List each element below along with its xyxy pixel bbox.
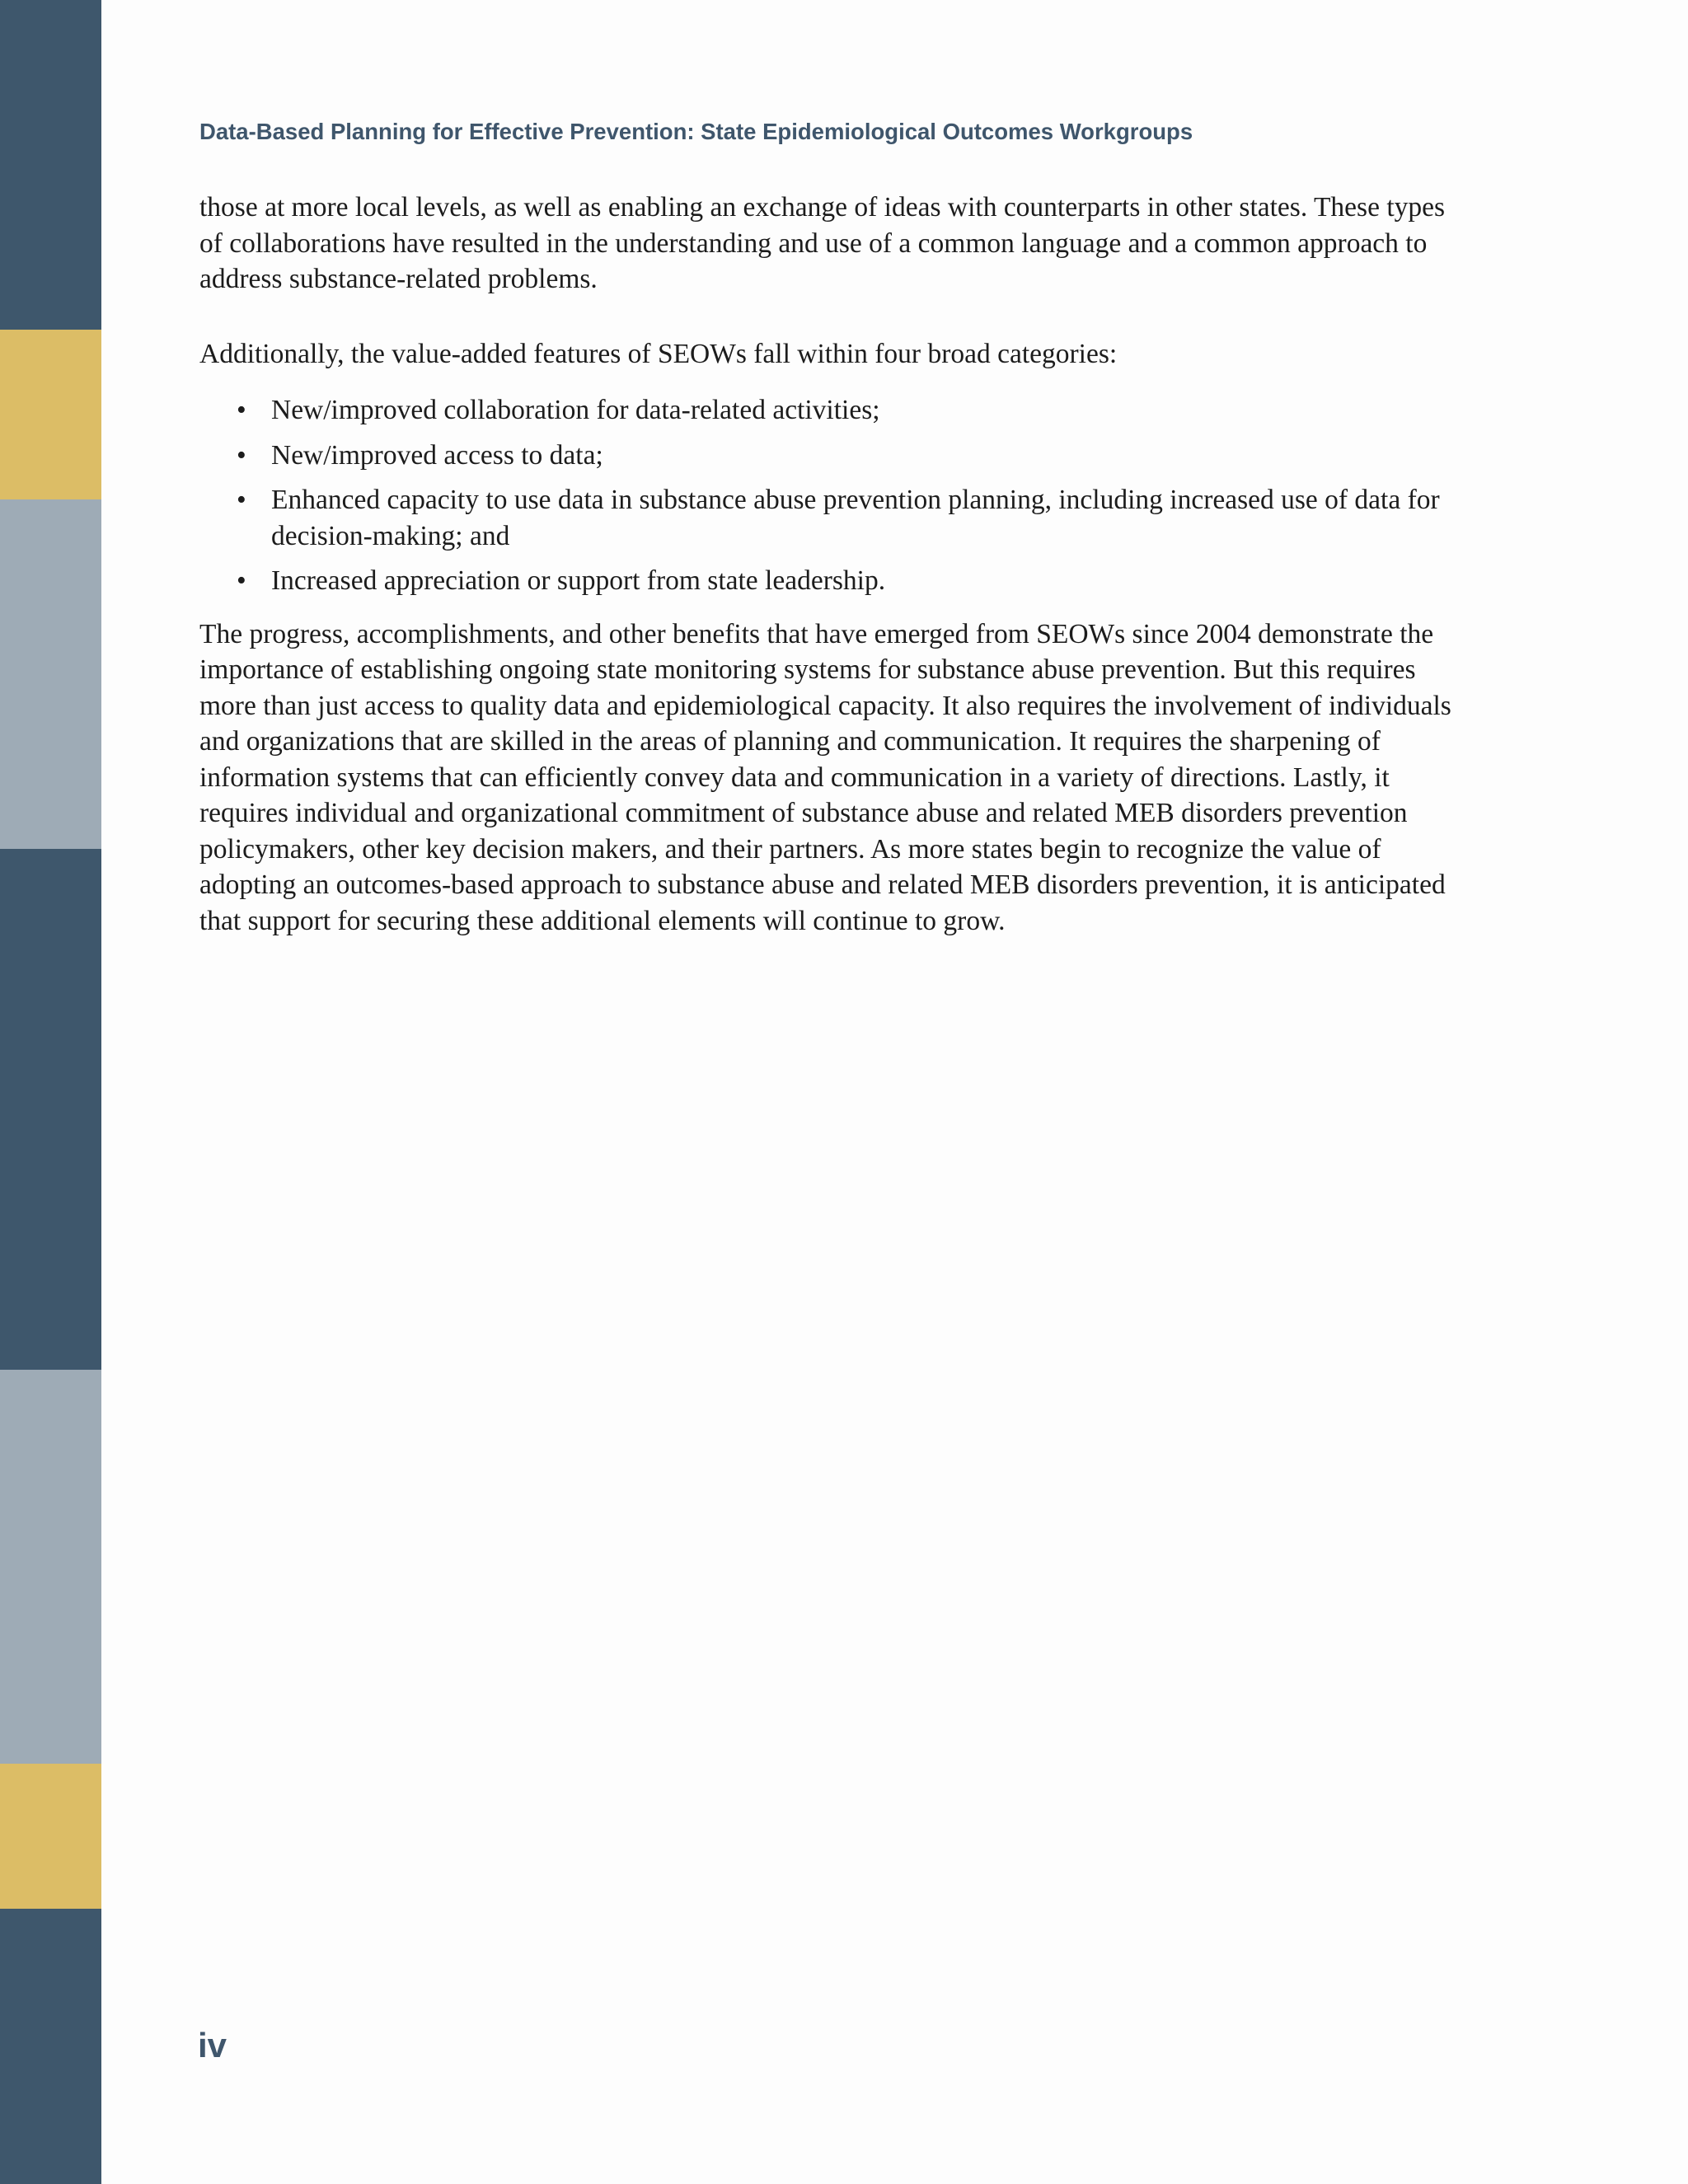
stripe-segment-gold <box>0 330 101 499</box>
stripe-segment-dark <box>0 1909 101 2184</box>
list-item: • New/improved collaboration for data-related activities; <box>271 392 1469 429</box>
stripe-segment-dark <box>0 0 101 330</box>
stripe-segment-gold <box>0 1764 101 1909</box>
stripe-segment-gray <box>0 499 101 849</box>
list-item: • Enhanced capacity to use data in substance abuse prevention planning, including increased use of data for decision-making; and <box>271 482 1469 554</box>
categories-intro-paragraph: Additionally, the value-added features of SEOWs fall within four broad categories: <box>199 338 1118 369</box>
progress-paragraph: The progress, accomplishments, and other benefits that have emerged from SEOWs since 2004 demonstrate the importance of establishing ongoing state monitoring systems for substance abuse prevention. But this requires more than just access to quality data and epidemiological capacity. It also requires the involvement of individuals and organizations that are skilled in the areas of planning and communication. It requires the sharpening of information systems that can efficiently convey data and communication in a variety of directions. Lastly, it requires individual and organizational commitment of substance abuse and related MEB disorders prevention policymakers, other key decision makers, and their partners. As more states begin to recognize the value of adopting an outcomes-based approach to substance abuse and related MEB disorders prevention, it is anticipated that support for securing these additional elements will continue to grow. <box>199 618 1451 936</box>
running-header-title: Data-Based Planning for Effective Prevention: State Epidemiological Outcomes Workgroups <box>199 119 1193 144</box>
value-added-categories-list <box>199 392 1469 599</box>
decorative-side-stripe <box>0 0 101 2184</box>
list-item: • Increased appreciation or support from state leadership. <box>271 563 1469 599</box>
continued-paragraph: those at more local levels, as well as enabling an exchange of ideas with counterparts in other states. These types of collaborations have resulted in the understanding and use of a common language and a common approach to address substance-related problems. <box>199 192 1446 294</box>
stripe-segment-dark <box>0 849 101 1370</box>
body-text <box>199 190 1469 939</box>
stripe-segment-gray <box>0 1370 101 1764</box>
page-number: iv <box>198 2026 227 2064</box>
list-item: • New/improved access to data; <box>271 438 1469 474</box>
